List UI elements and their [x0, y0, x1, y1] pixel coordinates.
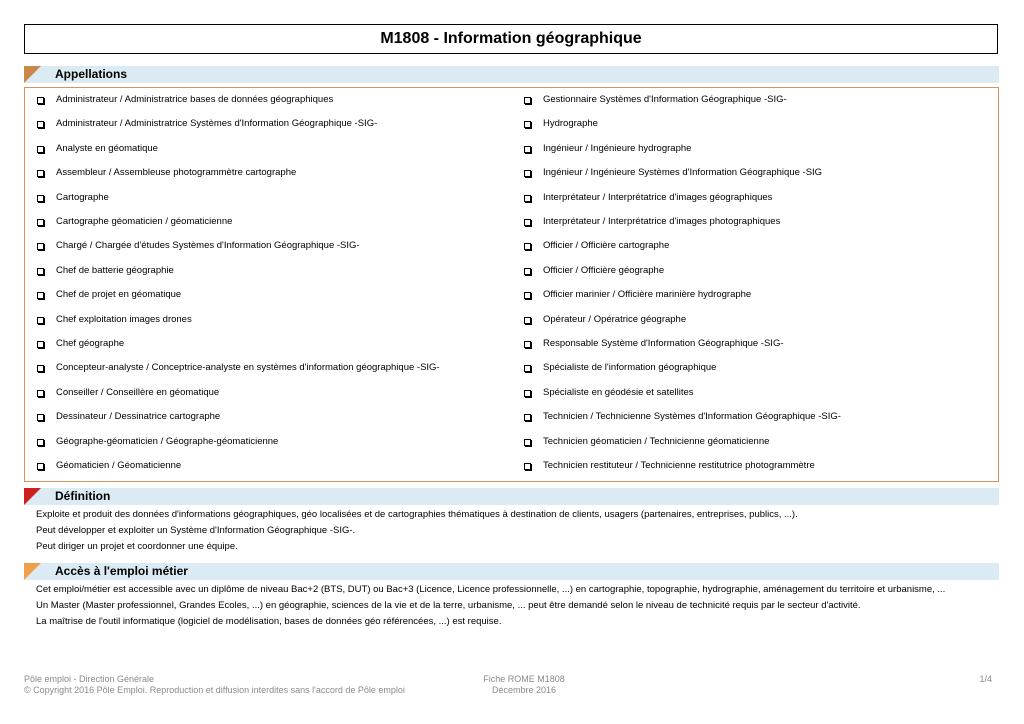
appellation-label: Géomaticien / Géomaticienne [56, 460, 182, 471]
checkbox-icon [37, 390, 44, 397]
checkbox-icon [37, 463, 44, 470]
checkbox-icon [37, 365, 44, 372]
appellation-label: Chef exploitation images drones [56, 313, 192, 325]
section-title-definition: Définition [55, 489, 111, 503]
appellation-label: Géographe-géomaticien / Géographe-géomaticienne [56, 435, 279, 447]
section-header-appellations [24, 66, 999, 83]
checkbox-icon [37, 414, 44, 421]
checkbox-icon [524, 341, 531, 348]
checkbox-icon [524, 97, 531, 104]
checkbox-icon [524, 414, 531, 421]
footer-org: Pôle emploi - Direction Générale [24, 674, 155, 684]
appellation-label: Cartographe [56, 191, 109, 203]
footer-fiche: Fiche ROME M1808 [483, 674, 565, 684]
appellation-label: Officier / Officière cartographe [543, 240, 670, 252]
appellation-label: Officier / Officière géographe [543, 264, 665, 276]
checkbox-icon [524, 365, 531, 372]
page-title: M1808 - Information géographique [24, 24, 998, 54]
checkbox-icon [524, 243, 531, 250]
appellation-label: Administrateur / Administratrice bases de données géographiques [56, 94, 334, 105]
appellation-label: Administrateur / Administratrice Systèmes d'Information Géographique -SIG- [56, 118, 378, 130]
checkbox-icon [524, 146, 531, 153]
appellation-label: Technicien restituteur / Technicienne restitutrice photogrammètre [543, 460, 815, 471]
checkbox-icon [524, 195, 531, 202]
section-marker [24, 488, 41, 505]
appellation-label: Gestionnaire Systèmes d'Information Géographique -SIG- [543, 94, 787, 105]
appellation-label: Technicien géomaticien / Technicienne géomaticienne [543, 435, 770, 447]
appellations-box [24, 87, 999, 482]
footer-copyright: © Copyright 2016 Pôle Emploi. Reproduction et diffusion interdites sans l'accord de Pôle emploi [24, 685, 405, 695]
appellation-label: Interprétateur / Interprétatrice d'images photographiques [543, 216, 781, 227]
appellation-label: Dessinateur / Dessinatrice cartographe [56, 411, 221, 423]
checkbox-icon [37, 170, 44, 177]
footer-page-number: 1/4 [979, 674, 992, 684]
appellation-label: Chef de projet en géomatique [56, 289, 182, 301]
section-title-acces: Accès à l'emploi métier [55, 564, 188, 578]
checkbox-icon [37, 219, 44, 226]
checkbox-icon [37, 439, 44, 446]
definition-paragraph: Peut diriger un projet et coordonner une équipe. [36, 541, 238, 552]
section-title-appellations: Appellations [55, 67, 128, 81]
appellation-label: Analyste en géomatique [56, 142, 158, 154]
appellation-label: Cartographe géomaticien / géomaticienne [56, 216, 233, 227]
checkbox-icon [37, 243, 44, 250]
appellation-label: Chef géographe [56, 338, 125, 349]
checkbox-icon [524, 317, 531, 324]
section-marker [24, 563, 41, 580]
appellation-label: Hydrographe [543, 118, 598, 130]
appellation-label: Spécialiste de l'information géographique [543, 362, 717, 374]
appellation-label: Ingénieur / Ingénieure Systèmes d'Information Géographique -SIG [543, 167, 823, 179]
appellation-label: Ingénieur / Ingénieure hydrographe [543, 142, 692, 154]
section-header-definition [24, 488, 999, 505]
acces-paragraph: Cet emploi/métier est accessible avec un diplôme de niveau Bac+2 (BTS, DUT) ou Bac+3 (Licence, Licence professionnelle, ...) en cartographie, topographie, hydrographie, aménagement du territoire et urbanisme, ... [36, 584, 946, 595]
appellation-label: Assembleur / Assembleuse photogrammètre cartographe [56, 167, 297, 179]
checkbox-icon [524, 219, 531, 226]
appellation-label: Officier marinier / Officière marinière hydrographe [543, 289, 752, 301]
appellation-label: Responsable Système d'Information Géographique -SIG- [543, 338, 784, 349]
checkbox-icon [37, 341, 44, 348]
appellation-label: Spécialiste en géodésie et satellites [543, 386, 694, 398]
checkbox-icon [524, 121, 531, 128]
checkbox-icon [524, 439, 531, 446]
appellation-label: Chef de batterie géographie [56, 264, 174, 276]
checkbox-icon [37, 97, 44, 104]
appellation-label: Opérateur / Opératrice géographe [543, 313, 687, 325]
checkbox-icon [524, 292, 531, 299]
definition-paragraph: Peut développer et exploiter un Système d'Information Géographique -SIG-. [36, 525, 356, 536]
section-header-acces [24, 563, 999, 580]
appellation-label: Concepteur-analyste / Conceptrice-analyste en systèmes d'information géographique -SIG- [56, 362, 440, 374]
definition-paragraph: Exploite et produit des données d'informations géographiques, géo localisées et de cartographies thématiques à destination de clients, usagers (partenaires, entreprises, publics, ...). [36, 509, 798, 520]
checkbox-icon [37, 292, 44, 299]
section-marker [24, 66, 41, 83]
checkbox-icon [524, 463, 531, 470]
appellation-label: Chargé / Chargée d'études Systèmes d'Information Géographique -SIG- [56, 240, 360, 252]
checkbox-icon [37, 195, 44, 202]
checkbox-icon [37, 146, 44, 153]
appellation-label: Interprétateur / Interprétatrice d'images géographiques [543, 191, 773, 203]
checkbox-icon [37, 121, 44, 128]
checkbox-icon [524, 170, 531, 177]
footer-date: Décembre 2016 [491, 685, 557, 695]
acces-paragraph: Un Master (Master professionnel, Grandes Ecoles, ...) en géographie, sciences de la vie et de la terre, urbanisme, ... peut être demandé selon le niveau de technicité requis par le secteur d'activité. [36, 600, 861, 611]
appellation-label: Technicien / Technicienne Systèmes d'Information Géographique -SIG- [543, 411, 841, 423]
checkbox-icon [37, 268, 44, 275]
acces-paragraph: La maîtrise de l'outil informatique (logiciel de modélisation, bases de données géo référencées, ...) est requise. [36, 616, 502, 627]
checkbox-icon [524, 268, 531, 275]
checkbox-icon [524, 390, 531, 397]
checkbox-icon [37, 317, 44, 324]
appellation-label: Conseiller / Conseillère en géomatique [56, 386, 220, 398]
